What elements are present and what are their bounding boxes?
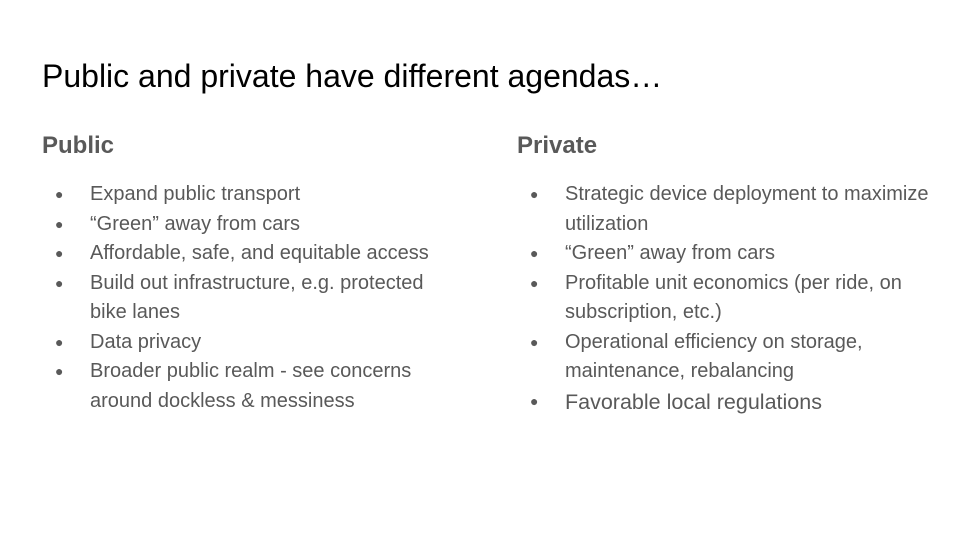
- bullet-icon: ●: [55, 274, 64, 291]
- list-item: [42, 269, 462, 328]
- list-item-text: Expand public transport: [90, 183, 301, 205]
- list-item: [517, 387, 937, 417]
- list-item: [517, 180, 937, 239]
- public-column: [42, 130, 462, 416]
- private-heading: Private: [517, 132, 598, 159]
- bullet-icon: ●: [530, 392, 539, 409]
- list-item-text: Data privacy: [90, 330, 202, 353]
- list-item-text: “Green” away from cars: [565, 242, 776, 264]
- slide-title: Public and private have different agendas…: [42, 58, 663, 94]
- list-item-text: Affordable, safe, and equitable access: [90, 242, 429, 264]
- bullet-icon: ●: [55, 245, 64, 261]
- list-item-text: Broader public realm - see concerns around dockless & messiness: [90, 360, 412, 412]
- list-item: [42, 239, 462, 269]
- list-item: [517, 269, 937, 328]
- list-item: [42, 210, 462, 240]
- bullet-icon: ●: [530, 245, 539, 261]
- list-item: [42, 357, 462, 416]
- list-item: [42, 180, 462, 210]
- bullet-icon: ●: [530, 186, 539, 202]
- bullet-icon: ●: [55, 333, 64, 350]
- bullet-icon: ●: [530, 333, 539, 350]
- list-item: [517, 239, 937, 269]
- list-item-text: Favorable local regulations: [565, 389, 822, 414]
- bullet-icon: ●: [530, 274, 539, 291]
- bullet-icon: ●: [55, 186, 64, 202]
- public-bullet-list: [42, 180, 462, 416]
- list-item-text: Strategic device deployment to maximize utilization: [565, 183, 929, 235]
- bullet-icon: ●: [55, 215, 64, 232]
- list-item-text: Build out infrastructure, e.g. protected bike lanes: [90, 271, 424, 323]
- list-item-text: Operational efficiency on storage, maintenance, rebalancing: [565, 330, 863, 382]
- list-item: [42, 328, 462, 358]
- bullet-icon: ●: [55, 363, 64, 379]
- list-item: [517, 328, 937, 387]
- list-item-text: “Green” away from cars: [90, 212, 301, 235]
- public-heading: Public: [42, 132, 115, 159]
- list-item-text: Profitable unit economics (per ride, on subscription, etc.): [565, 271, 902, 323]
- private-column: [517, 130, 937, 417]
- private-bullet-list: [517, 180, 937, 417]
